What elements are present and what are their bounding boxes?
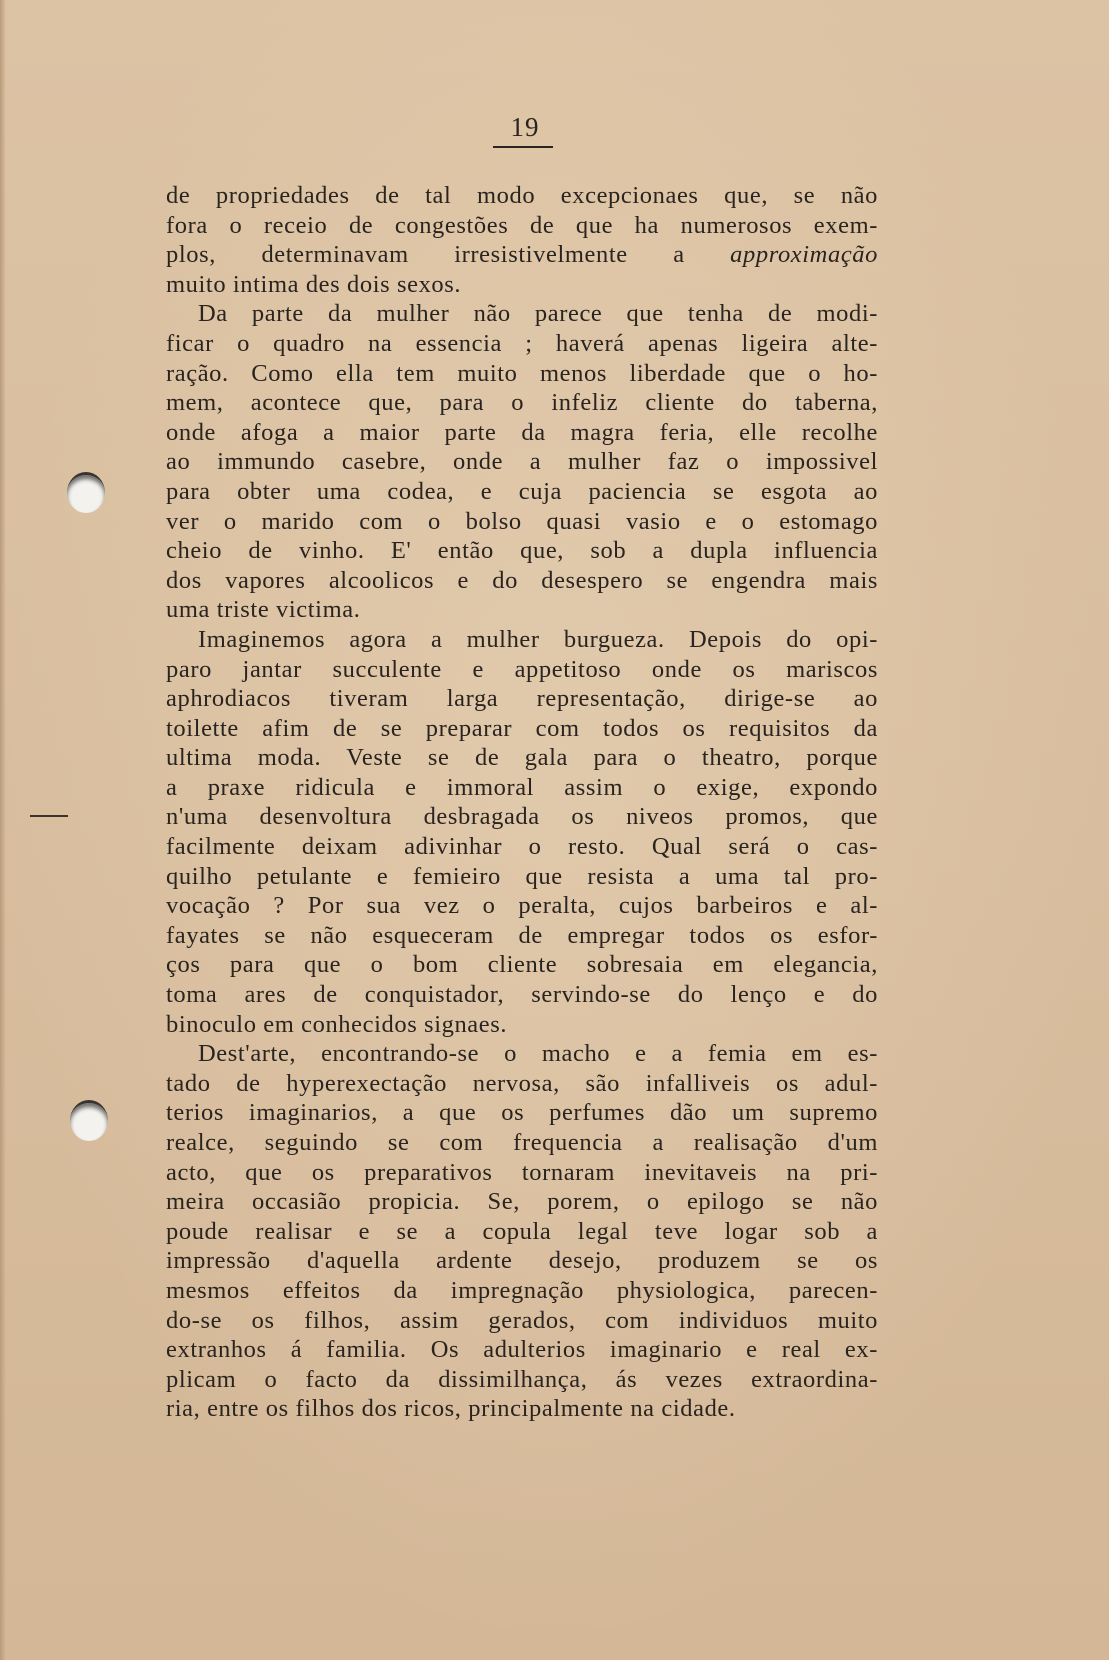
text-line-content: fayates se não esqueceram de empregar todos os esfor- xyxy=(166,921,878,949)
text-line xyxy=(166,1365,878,1395)
text-line-content: ultima moda. Veste se de gala para o theatro, porque xyxy=(166,744,878,772)
text-line-content: aphrodiacos tiveram larga representação, dirige-se ao xyxy=(166,685,878,713)
page-number-underline xyxy=(493,146,553,148)
text-line-content: dos vapores alcoolicos e do desespero se engendra mais xyxy=(166,566,878,594)
text-line-content: ria, entre os filhos dos ricos, principalmente na cidade. xyxy=(166,1395,736,1423)
text-line-content: plicam o facto da dissimilhança, ás vezes extraordina- xyxy=(166,1365,878,1393)
text-line-content: extranhos á familia. Os adulterios imaginario e real ex- xyxy=(166,1336,878,1364)
page-number: 19 xyxy=(510,112,540,142)
text-line-content: mem, acontece que, para o infeliz cliente do taberna, xyxy=(166,389,878,417)
text-line xyxy=(166,507,878,537)
text-line-content: toma ares de conquistador, servindo-se do lenço e do xyxy=(166,981,878,1009)
text-line-content: quilho petulante e femieiro que resista a uma tal pro- xyxy=(166,862,878,890)
text-line-content: fora o receio de congestões de que ha numerosos exem- xyxy=(166,211,878,239)
text-line-content: vocação ? Por sua vez o peralta, cujos barbeiros e al- xyxy=(166,892,878,920)
text-line xyxy=(166,1098,878,1128)
text-line xyxy=(166,1306,878,1336)
text-line xyxy=(166,299,878,329)
text-line-content: Imaginemos agora a mulher burgueza. Depois do opi- xyxy=(198,625,878,653)
text-line xyxy=(166,418,878,448)
text-line xyxy=(166,980,878,1010)
text-line xyxy=(166,1335,878,1365)
text-line xyxy=(166,684,878,714)
text-line-content: mesmos effeitos da impregnação physiologica, parecen- xyxy=(166,1276,878,1304)
text-line xyxy=(166,714,878,744)
text-line xyxy=(166,950,878,980)
text-line xyxy=(166,1010,878,1040)
text-line-content: cheio de vinho. E' então que, sob a dupla influencia xyxy=(166,537,878,565)
text-line-content: do-se os filhos, assim gerados, com individuos muito xyxy=(166,1306,878,1334)
margin-mark xyxy=(30,815,68,817)
text-line-content: ços para que o bom cliente sobresaia em elegancia, xyxy=(166,951,878,979)
text-line xyxy=(166,862,878,892)
text-line xyxy=(166,743,878,773)
text-line xyxy=(166,1069,878,1099)
punch-hole xyxy=(70,1100,108,1141)
page-edge xyxy=(0,0,6,1660)
text-line-content: n'uma desenvoltura desbragada os niveos promos, que xyxy=(166,803,878,831)
text-line xyxy=(166,388,878,418)
text-line xyxy=(166,773,878,803)
text-line-content: plos, determinavam irresistivelmente a xyxy=(166,241,731,269)
text-line xyxy=(166,655,878,685)
text-line xyxy=(166,802,878,832)
text-line xyxy=(166,1246,878,1276)
text-line xyxy=(166,270,878,300)
punch-hole xyxy=(67,472,105,513)
text-line xyxy=(166,832,878,862)
text-line-content: ração. Como ella tem muito menos liberdade que o ho- xyxy=(166,359,878,387)
text-line xyxy=(166,566,878,596)
text-line xyxy=(166,1039,878,1069)
text-line xyxy=(166,595,878,625)
text-line-content: toilette afim de se preparar com todos os requisitos da xyxy=(166,714,878,742)
text-line xyxy=(166,447,878,477)
text-line xyxy=(166,211,878,241)
text-line xyxy=(166,891,878,921)
text-line xyxy=(166,921,878,951)
text-line-content: meira occasião propicia. Se, porem, o epilogo se não xyxy=(166,1188,878,1216)
text-line xyxy=(166,1128,878,1158)
text-line-content: para obter uma codea, e cuja paciencia se esgota ao xyxy=(166,477,878,505)
body-text xyxy=(166,181,878,1424)
text-line-content: Da parte da mulher não parece que tenha de modi- xyxy=(198,300,878,328)
text-line-content: muito intima des dois sexos. xyxy=(166,270,462,298)
text-line-content: ver o marido com o bolso quasi vasio e o estomago xyxy=(166,507,878,535)
text-line-content: tado de hyperexectação nervosa, são infalliveis os adul- xyxy=(166,1069,878,1097)
text-line-content: uma triste victima. xyxy=(166,596,361,624)
text-line xyxy=(166,536,878,566)
text-line-content: ao immundo casebre, onde a mulher faz o impossivel xyxy=(166,448,878,476)
text-line-content: Dest'arte, encontrando-se o macho e a femia em es- xyxy=(198,1040,878,1068)
text-line-content: realce, seguindo se com frequencia a realisação d'um xyxy=(166,1129,878,1156)
text-line xyxy=(166,240,878,270)
text-line-content: facilmente deixam adivinhar o resto. Qual será o cas- xyxy=(166,833,878,861)
text-line-content: binoculo em conhecidos signaes. xyxy=(166,1010,508,1038)
text-line-content: acto, que os preparativos tornaram inevitaveis na pri- xyxy=(166,1158,878,1186)
text-line xyxy=(166,1187,878,1217)
text-line xyxy=(166,1394,878,1424)
text-line xyxy=(166,181,878,211)
text-line-content: onde afoga a maior parte da magra feria, elle recolhe xyxy=(166,418,878,446)
text-line-content: ficar o quadro na essencia ; haverá apenas ligeira alte- xyxy=(166,329,878,357)
text-line-content: de propriedades de tal modo excepcionaes que, se não xyxy=(166,182,878,209)
text-line-content: terios imaginarios, a que os perfumes dão um supremo xyxy=(166,1099,878,1127)
text-line-content: impressão d'aquella ardente desejo, produzem se os xyxy=(166,1247,878,1275)
text-line-content: paro jantar succulente e appetitoso onde os mariscos xyxy=(166,655,878,683)
text-line xyxy=(166,1276,878,1306)
text-line-content: a praxe ridicula e immoral assim o exige, expondo xyxy=(166,773,878,801)
text-line-content: poude realisar e se a copula legal teve logar sob a xyxy=(166,1217,878,1245)
text-line xyxy=(166,329,878,359)
text-line xyxy=(166,625,878,655)
text-line xyxy=(166,359,878,389)
italic-term: approximação xyxy=(730,241,878,269)
text-line xyxy=(166,477,878,507)
text-line xyxy=(166,1158,878,1188)
text-line xyxy=(166,1217,878,1247)
